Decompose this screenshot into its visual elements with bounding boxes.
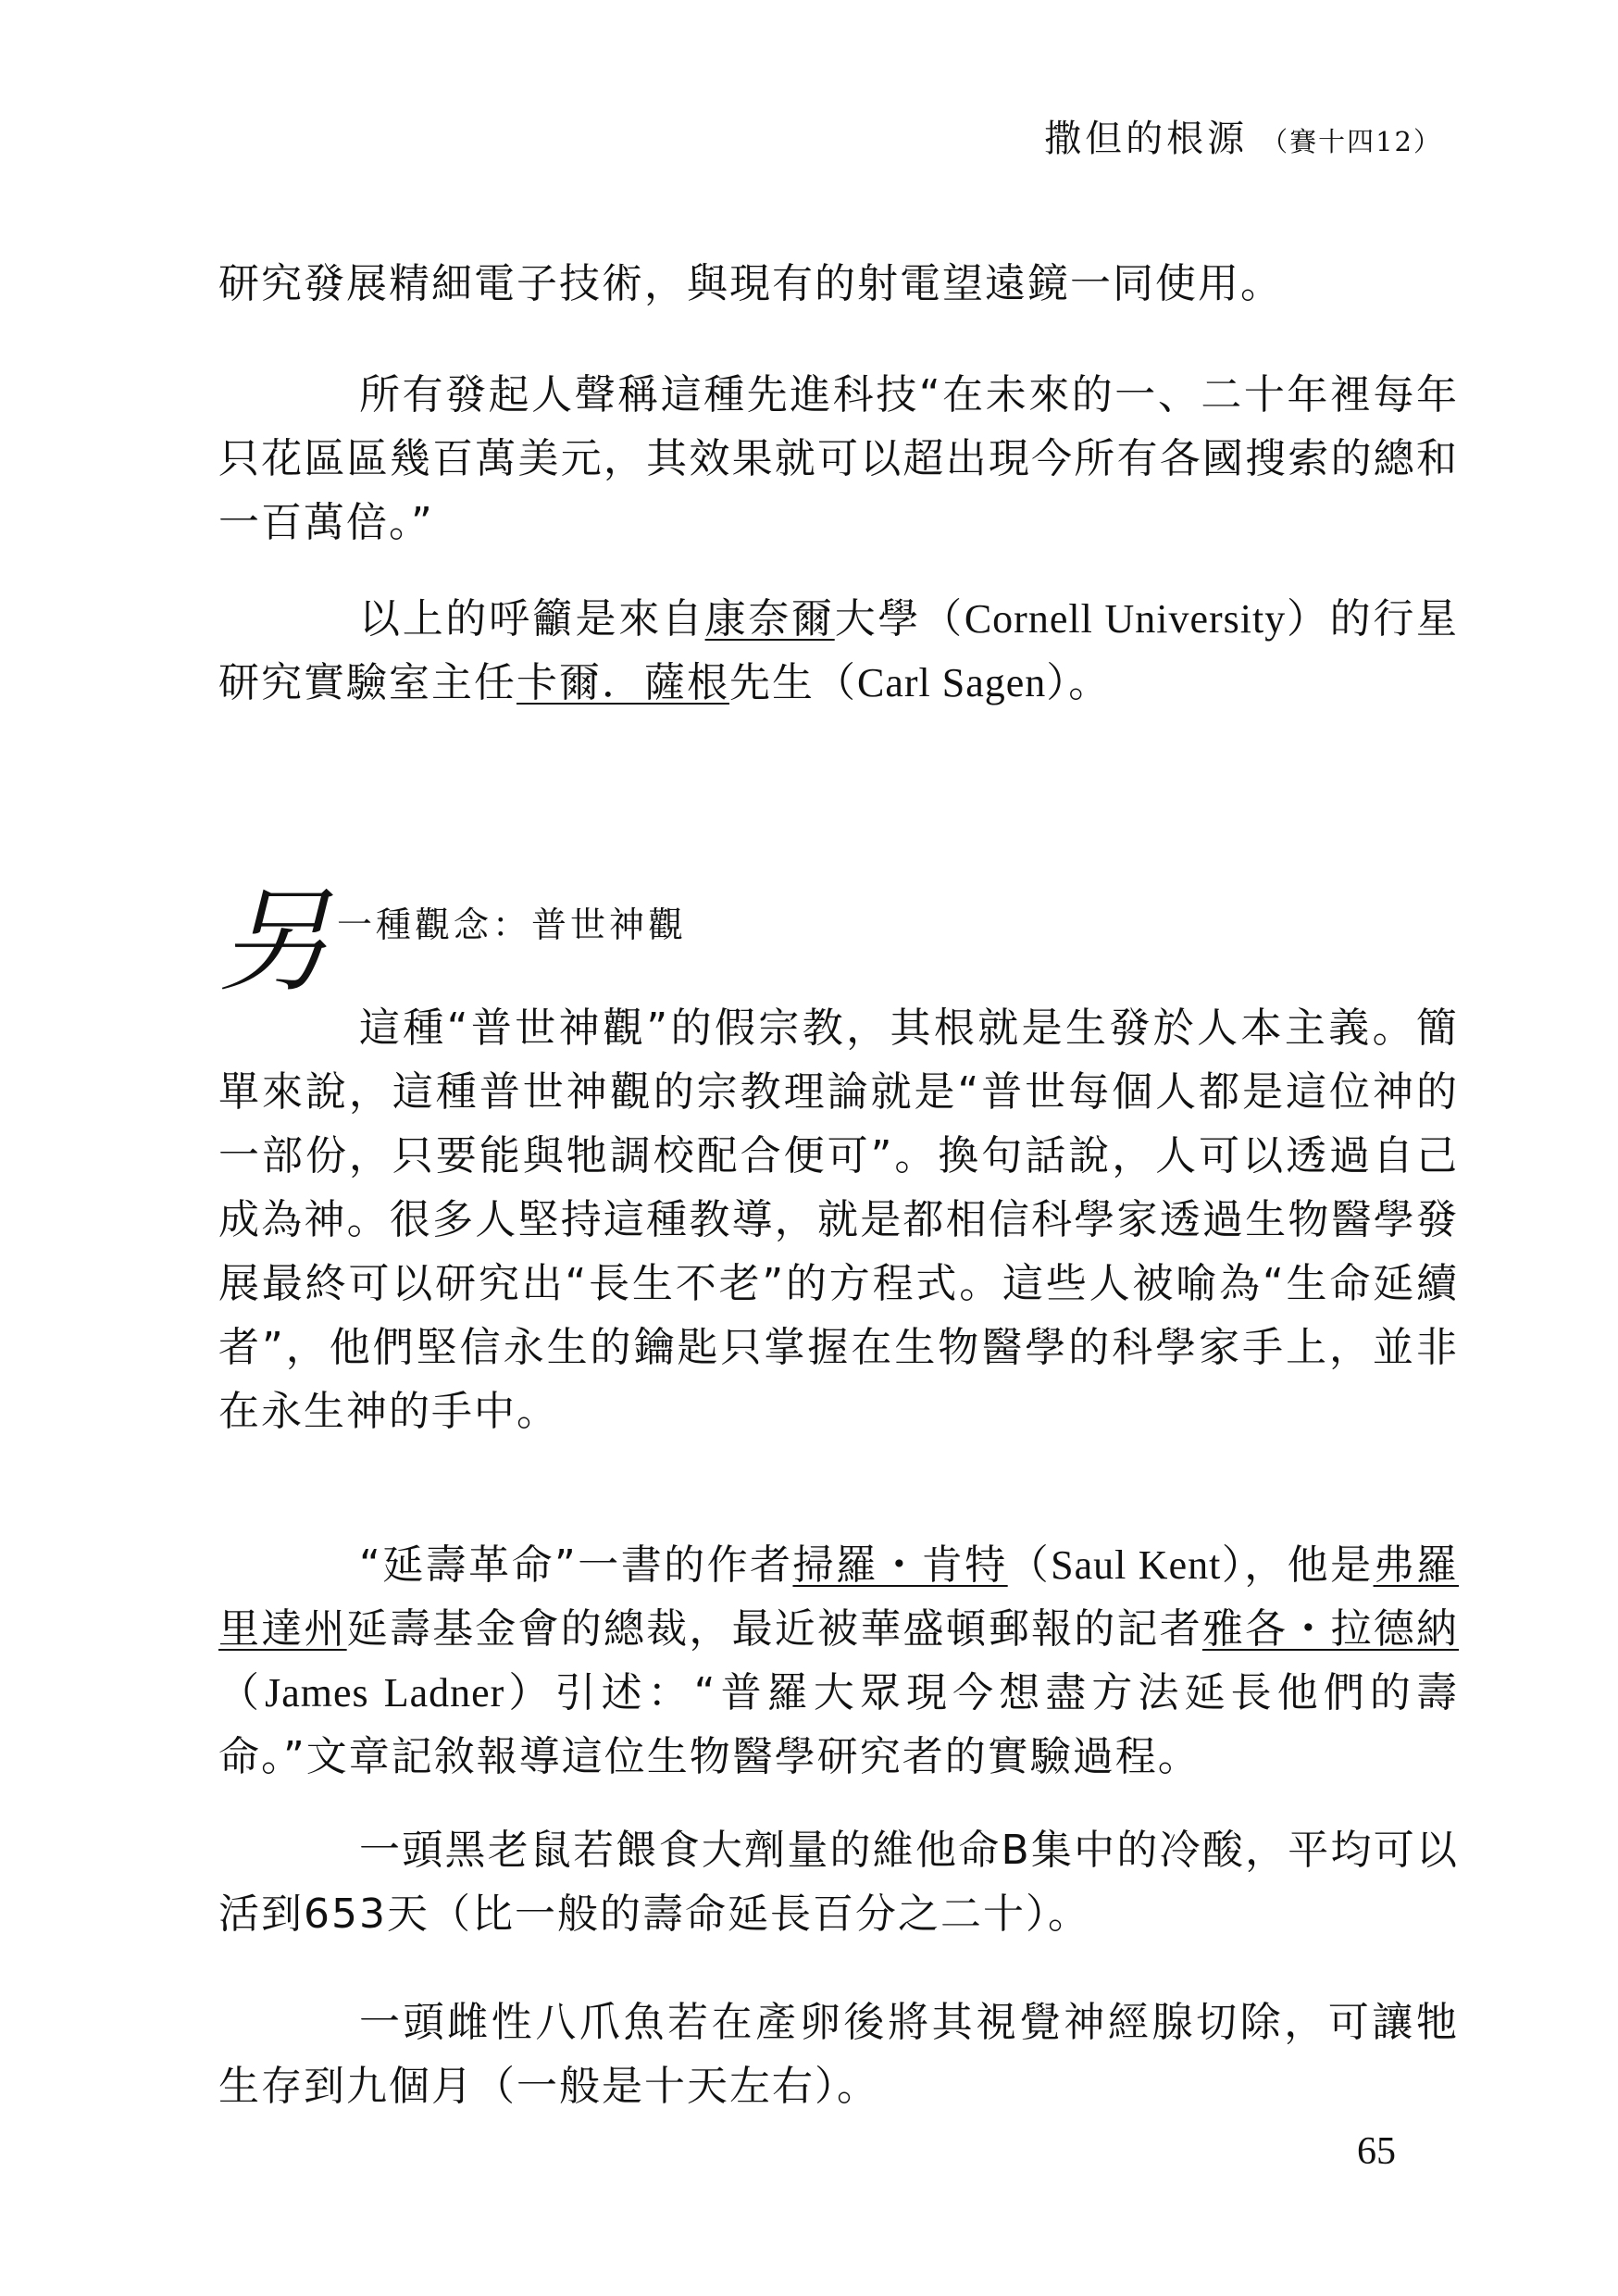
section-heading-text: 一種觀念：普世神觀: [337, 905, 688, 945]
running-header: [1044, 109, 1442, 162]
paragraph-1-text: 研究發展精細電子技術，與現有的射電望遠鏡一同使用。: [218, 260, 1283, 307]
header-reference: （賽十四12）: [1261, 126, 1442, 157]
cornell-english-name: Cornell University: [964, 596, 1287, 642]
paragraph-3-text-d: 先生（: [729, 659, 857, 706]
paragraph-3-text-a: 以上的呼籲是來自: [359, 595, 705, 643]
paragraph-4-text: 這種“普世神觀”的假宗教，其根就是生發於人本主義。簡單來說，這種普世神觀的宗教理論就是“普世每個人都是這位神的一部份，只要能與牠調校配合便可”。換句話說，人可以透過自己成為神。很多人堅持這種教導，就是都相信科學家透過生物醫學發展最終可以研究出“長生不老”的方程式。這些人被喻為“生命延續者”，他們堅信永生的鑰匙只掌握在生物醫學的科學家手上，並非在永生神的手中。: [218, 1004, 1459, 1435]
paragraph-5-text-e: （: [218, 1669, 266, 1716]
header-title: 撒但的根源: [1044, 118, 1249, 160]
kent-name: 掃羅・肯特: [792, 1541, 1008, 1589]
ladner-english-name: James Ladner: [265, 1670, 505, 1716]
florida-name: 弗羅里達州: [218, 1541, 1460, 1653]
paragraph-7-text: 一頭雌性八爪魚若在產卵後將其視覺神經腺切除，可讓牠生存到九個月（一般是十天左右）。: [218, 1999, 1459, 2110]
ladner-name: 雅各・拉德納: [1201, 1605, 1460, 1653]
page-number: 65: [1357, 2130, 1396, 2173]
paragraph-5-text-a: “延壽革命”一書的作者: [359, 1541, 793, 1589]
cornell-name: 康奈爾: [704, 595, 835, 643]
paragraph-3: [218, 587, 1459, 715]
paragraph-5-text-f: ）引述：“普羅大眾現今想盡方法延長他們的壽命。”文章記敘報導這位生物醫學研究者的實驗過程。: [218, 1669, 1460, 1780]
paragraph-3-text-b: 大學（: [834, 595, 965, 643]
paragraph-2: [218, 363, 1459, 555]
paragraph-5-text-d: 延壽基金會的總裁，最近被華盛頓郵報的記者: [346, 1605, 1202, 1653]
paragraph-5-text-b: （: [1007, 1541, 1052, 1589]
drop-cap: 另: [218, 879, 330, 1007]
sagan-english-name: Carl Sagen: [857, 660, 1047, 705]
kent-english-name: Saul Kent: [1051, 1542, 1222, 1588]
paragraph-6: [218, 1818, 1459, 1946]
paragraph-1: [218, 252, 1459, 316]
paragraph-3-text-e: ）。: [1046, 659, 1112, 706]
paragraph-5-text-c: ），他是: [1221, 1541, 1374, 1589]
sagan-name: 卡爾．薩根: [517, 659, 729, 706]
paragraph-7: [218, 1990, 1459, 2118]
paragraph-3-text-c: ）的行星研究實驗室主任: [218, 595, 1460, 706]
paragraph-5: [218, 1533, 1459, 1789]
paragraph-4: [218, 996, 1459, 1443]
paragraph-6-text: 一頭黑老鼠若餵食大劑量的維他命B集中的冷酸，平均可以活到653天（比一般的壽命延長百分之二十）。: [218, 1827, 1459, 1938]
paragraph-2-text: 所有發起人聲稱這種先進科技“在未來的一、二十年裡每年只花區區幾百萬美元，其效果就可以超出現今所有各國搜索的總和一百萬倍。”: [218, 371, 1459, 546]
